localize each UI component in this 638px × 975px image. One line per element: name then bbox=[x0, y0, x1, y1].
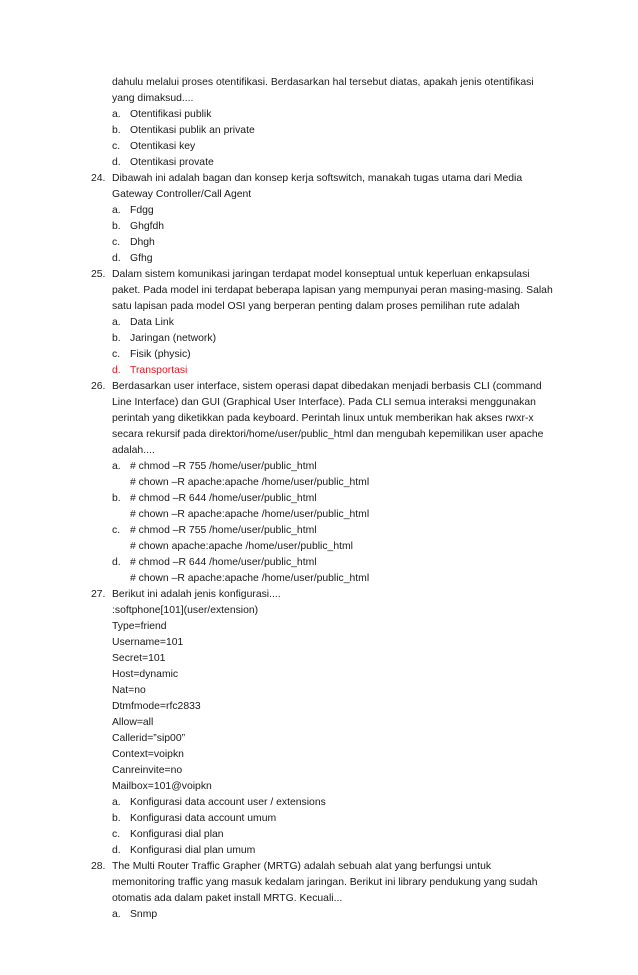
q24-option-b-letter: b. bbox=[112, 221, 121, 232]
q26-option-b-chmod: # chmod –R 644 /home/user/public_html bbox=[130, 493, 317, 504]
q24-option-a-letter: a. bbox=[112, 205, 121, 216]
q26-option-b-chown: # chown –R apache:apache /home/user/public_html bbox=[130, 509, 370, 520]
q28-text-line-3: otomatis ada dalam paket install MRTG. Kecuali... bbox=[112, 893, 343, 904]
q25-option-c: Fisik (physic) bbox=[130, 349, 191, 360]
q26-option-d-letter: d. bbox=[112, 557, 121, 568]
q27-option-b: Konfigurasi data account umum bbox=[130, 813, 277, 824]
q25-text-line-3: satu lapisan pada model OSI yang berperan penting dalam proses pemilihan rute adalah bbox=[112, 301, 520, 312]
q24-option-a: Fdgg bbox=[130, 205, 154, 216]
q27-config-line: Dtmfmode=rfc2833 bbox=[112, 701, 201, 712]
q28-text-line-2: memonitoring traffic yang masuk kedalam jaringan. Berikut ini library pendukung yang sudah bbox=[112, 877, 538, 888]
q28-option-a-letter: a. bbox=[112, 909, 121, 920]
q25-option-b-letter: b. bbox=[112, 333, 121, 344]
q25-text-line-2: paket. Pada model ini terdapat beberapa lapisan yang mempunyai peran masing-masing. Salah bbox=[112, 285, 553, 296]
q25-option-a-letter: a. bbox=[112, 317, 121, 328]
q25-option-a: Data Link bbox=[130, 317, 174, 328]
q27-config-line: Canreinvite=no bbox=[112, 765, 183, 776]
q27-option-d: Konfigurasi dial plan umum bbox=[130, 845, 256, 856]
q27-number: 27. bbox=[91, 589, 106, 600]
q23-option-b: Otentikasi publik an private bbox=[130, 125, 255, 136]
q26-text-line-1: Berdasarkan user interface, sistem operasi dapat dibedakan menjadi berbasis CLI (command bbox=[112, 381, 542, 392]
q25-option-d-letter: d. bbox=[112, 365, 121, 376]
q27-text-line-1: Berikut ini adalah jenis konfigurasi.... bbox=[112, 589, 281, 600]
q25-option-b: Jaringan (network) bbox=[130, 333, 217, 344]
q27-config-line: Username=101 bbox=[112, 637, 184, 648]
q27-option-a-letter: a. bbox=[112, 797, 121, 808]
q26-text-line-5: adalah.... bbox=[112, 445, 155, 456]
q23-option-a-letter: a. bbox=[112, 109, 121, 120]
q26-option-d-chown: # chown –R apache:apache /home/user/public_html bbox=[130, 573, 370, 584]
q25-option-d-highlighted: Transportasi bbox=[130, 365, 188, 376]
q24-text-line-1: Dibawah ini adalah bagan dan konsep kerja softswitch, manakah tugas utama dari Media bbox=[112, 173, 523, 184]
q27-option-a: Konfigurasi data account user / extensions bbox=[130, 797, 326, 808]
q27-config-line: Allow=all bbox=[112, 717, 154, 728]
q26-option-a-letter: a. bbox=[112, 461, 121, 472]
q25-number: 25. bbox=[91, 269, 106, 280]
q24-option-b: Ghgfdh bbox=[130, 221, 165, 232]
q27-config-line: Host=dynamic bbox=[112, 669, 179, 680]
q25-text-line-1: Dalam sistem komunikasi jaringan terdapat model konseptual untuk keperluan enkapsulasi bbox=[112, 269, 530, 280]
q23-option-a: Otentifikasi publik bbox=[130, 109, 212, 120]
q24-option-c-letter: c. bbox=[112, 237, 121, 248]
q26-option-c-chmod: # chmod –R 755 /home/user/public_html bbox=[130, 525, 317, 536]
q26-text-line-2: Line Interface) dan GUI (Graphical User Interface). Pada CLI semua interaksi menggunakan bbox=[112, 397, 536, 408]
q24-option-d: Gfhg bbox=[130, 253, 153, 264]
q27-config-line: :softphone[101](user/extension) bbox=[112, 605, 259, 616]
q24-option-d-letter: d. bbox=[112, 253, 121, 264]
q28-number: 28. bbox=[91, 861, 106, 872]
q26-option-c-letter: c. bbox=[112, 525, 121, 536]
q24-option-c: Dhgh bbox=[130, 237, 155, 248]
q23-option-c: Otentikasi key bbox=[130, 141, 196, 152]
q28-text-line-1: The Multi Router Traffic Grapher (MRTG) adalah sebuah alat yang berfungsi untuk bbox=[112, 861, 492, 872]
q27-config-line: Secret=101 bbox=[112, 653, 166, 664]
q23-option-c-letter: c. bbox=[112, 141, 121, 152]
q23-text-line-2: yang dimaksud.... bbox=[112, 93, 194, 104]
q25-option-c-letter: c. bbox=[112, 349, 121, 360]
q23-option-d: Otentikasi provate bbox=[130, 157, 214, 168]
q27-option-d-letter: d. bbox=[112, 845, 121, 856]
q27-option-c: Konfigurasi dial plan bbox=[130, 829, 224, 840]
q26-number: 26. bbox=[91, 381, 106, 392]
q26-option-c-chown: # chown apache:apache /home/user/public_html bbox=[130, 541, 353, 552]
q24-number: 24. bbox=[91, 173, 106, 184]
q26-text-line-4: secara rekursif pada direktori/home/user/public_html dan mengubah kepemilikan user apache bbox=[112, 429, 544, 440]
q24-text-line-2: Gateway Controller/Call Agent bbox=[112, 189, 252, 200]
q27-option-c-letter: c. bbox=[112, 829, 121, 840]
q26-option-a-chown: # chown –R apache:apache /home/user/public_html bbox=[130, 477, 370, 488]
q26-option-d-chmod: # chmod –R 644 /home/user/public_html bbox=[130, 557, 317, 568]
q27-config-line: Callerid=”sip00” bbox=[112, 733, 186, 744]
q26-option-b-letter: b. bbox=[112, 493, 121, 504]
q26-text-line-3: perintah yang diketikkan pada keyboard. Perintah linux untuk memberikan hak akses rwxr-x bbox=[112, 413, 534, 424]
q27-config-line: Type=friend bbox=[112, 621, 167, 632]
q27-config-line: Mailbox=101@voipkn bbox=[112, 781, 212, 792]
q23-option-b-letter: b. bbox=[112, 125, 121, 136]
q27-option-b-letter: b. bbox=[112, 813, 121, 824]
q26-option-a-chmod: # chmod –R 755 /home/user/public_html bbox=[130, 461, 317, 472]
q27-config-line: Context=voipkn bbox=[112, 749, 184, 760]
q23-text-line-1: dahulu melalui proses otentifikasi. Berdasarkan hal tersebut diatas, apakah jenis otentifikasi bbox=[112, 77, 534, 88]
q27-config-line: Nat=no bbox=[112, 685, 146, 696]
q28-option-a: Snmp bbox=[130, 909, 158, 920]
q23-option-d-letter: d. bbox=[112, 157, 121, 168]
